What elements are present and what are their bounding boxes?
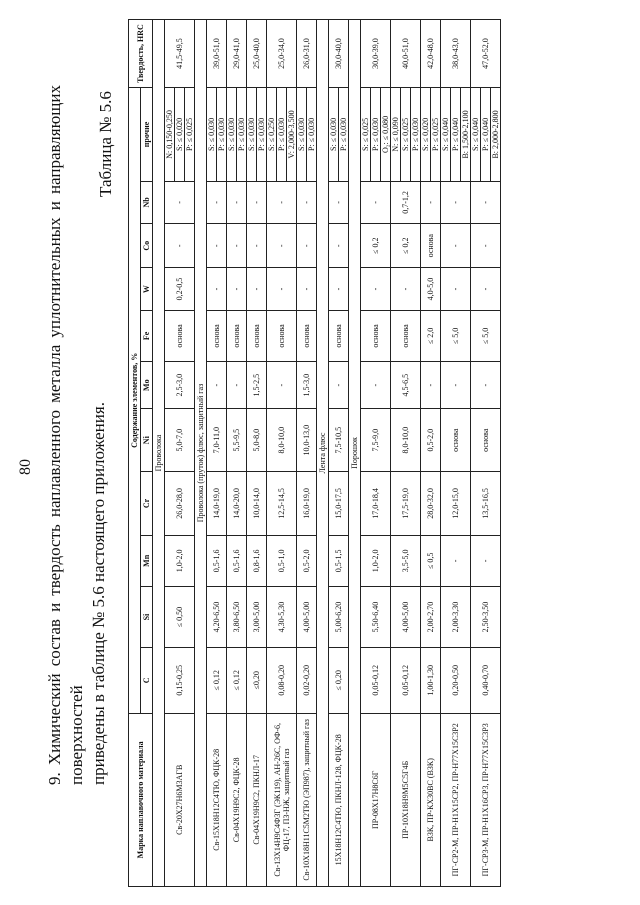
cell-co: -	[165, 223, 195, 268]
other-value: S: ≤ 0,025	[361, 117, 370, 151]
header-mo: Mo	[141, 362, 153, 409]
cell-co: -	[297, 223, 317, 268]
cell-fe: основа	[297, 310, 317, 362]
cell-mo: -	[267, 362, 297, 409]
other-value: P: ≤ 0,030	[370, 88, 380, 181]
cell-w: 4,0-5,0	[421, 268, 441, 310]
other-value: S: ≤ 0,020	[421, 117, 430, 151]
cell-si: 2,00-3,30	[441, 587, 471, 648]
cell-c: ≤0,20	[247, 648, 267, 714]
material-cell: 15Х18Н12С4ТЮ, ПКНЛ-128, ФЦК-28	[329, 713, 349, 886]
header-c: C	[141, 648, 153, 714]
cell-fe: основа	[361, 310, 391, 362]
cell-c: 0,20-0,50	[441, 648, 471, 714]
cell-mn: 0,5-1,5	[329, 535, 349, 587]
table-row	[361, 20, 391, 887]
other-value: N: ≤ 0,090	[391, 117, 400, 152]
page-number: 80	[17, 459, 34, 475]
section-label: Лента флюс	[317, 20, 329, 887]
cell-w: -	[297, 268, 317, 310]
cell-c: 0,08-0,20	[267, 648, 297, 714]
cell-nb: -	[165, 181, 195, 223]
cell-hardness: 40,0-51,0	[391, 20, 421, 88]
cell-hardness: 26,0-31,0	[297, 20, 317, 88]
cell-co: -	[267, 223, 297, 268]
cell-fe: ≤ 2,0	[421, 310, 441, 362]
material-cell: Св-13Х14Н9С4Ф3Г (ЭК119), АН-26С, ОФ-6, ФЦ-17, ПЗ-НЖ, защитный газ	[267, 713, 297, 886]
other-value: P: ≤ 0,025	[430, 88, 440, 181]
header-other: прочие	[141, 88, 153, 182]
cell-nb: -	[471, 181, 501, 223]
cell-hardness: 47,0-52,0	[471, 20, 501, 88]
cell-c: 0,05-0,12	[391, 648, 421, 714]
cell-cr: 16,0-19,0	[297, 472, 317, 535]
cell-co: основа	[421, 223, 441, 268]
material-cell: Св-10Х18Н11С5М2ТЮ (ЭП987), защитный газ	[297, 713, 317, 886]
cell-si: 4,30-5,30	[267, 587, 297, 648]
cell-mo: -	[421, 362, 441, 409]
cell-fe: ≤ 5,0	[471, 310, 501, 362]
cell-fe: ≤ 5,0	[441, 310, 471, 362]
header-fe: Fe	[141, 310, 153, 362]
cell-mo: -	[441, 362, 471, 409]
cell-cr: 14,0-20,0	[227, 472, 247, 535]
section-label: Порошок	[349, 20, 361, 887]
cell-cr: 12,0-15,0	[441, 472, 471, 535]
cell-mn: ≤ 0,5	[421, 535, 441, 587]
cell-si: 3,00-5,00	[247, 587, 267, 648]
cell-hardness: 30,0-39,0	[361, 20, 391, 88]
table-row	[441, 20, 471, 887]
header-w: W	[141, 268, 153, 310]
table-row	[297, 20, 317, 887]
other-value: P: ≤ 0,040	[450, 88, 460, 181]
cell-nb: -	[207, 181, 227, 223]
cell-w: -	[391, 268, 421, 310]
cell-w: -	[441, 268, 471, 310]
cell-c: 0,15-0,25	[165, 648, 195, 714]
cell-mn: 0,5-2,0	[297, 535, 317, 587]
cell-mo: 1,5-3,0	[297, 362, 317, 409]
table-row	[227, 20, 247, 887]
cell-co: -	[247, 223, 267, 268]
cell-cr: 28,0-32,0	[421, 472, 441, 535]
cell-mo: -	[227, 362, 247, 409]
cell-other	[361, 88, 391, 182]
cell-ni: 7,5-10,5	[329, 409, 349, 472]
header-co: Co	[141, 223, 153, 268]
cell-hardness: 25,0-40,0	[247, 20, 267, 88]
cell-ni: 5,0-7,0	[165, 409, 195, 472]
cell-mo: 1,5-2,5	[247, 362, 267, 409]
cell-nb: -	[227, 181, 247, 223]
other-value: N: 0,150-0,250	[165, 110, 174, 159]
cell-co: -	[329, 223, 349, 268]
other-value: S: ≤ 0,040	[441, 117, 450, 151]
header-cr: Cr	[141, 472, 153, 535]
cell-other	[227, 88, 247, 182]
cell-cr: 15,0-17,5	[329, 472, 349, 535]
other-value: S: ≤ 0,040	[471, 117, 480, 151]
table-row	[391, 20, 421, 887]
cell-fe: основа	[247, 310, 267, 362]
material-cell: ПР-10Х18Н9М5С5Г4Б	[391, 713, 421, 886]
cell-mo: -	[361, 362, 391, 409]
cell-ni: 10,0-13,0	[297, 409, 317, 472]
cell-si: 4,00-5,00	[297, 587, 317, 648]
other-value: V: 2,000-3,500	[286, 88, 296, 181]
other-value: S: ≤ 0,020	[174, 88, 184, 181]
cell-cr: 10,0-14,0	[247, 472, 267, 535]
cell-c: ≤ 0,20	[329, 648, 349, 714]
table-row	[471, 20, 501, 887]
header-material: Марка наплавочного материала	[129, 713, 153, 886]
cell-c: 0,05-0,12	[361, 648, 391, 714]
cell-si: 2,50-3,50	[471, 587, 501, 648]
other-value: O₂: ≤ 0,080	[380, 88, 390, 181]
cell-hardness: 30,0-40,0	[329, 20, 349, 88]
cell-si: 5,50-6,40	[361, 587, 391, 648]
other-value: S: ≤ 0,030	[227, 117, 236, 151]
other-value: P: ≤ 0,030	[338, 88, 348, 181]
cell-co: ≤ 0,2	[391, 223, 421, 268]
material-cell: ПГ-СР3-М, ПР-Н1Х16СР3, ПР-Н77Х15С3Р3	[471, 713, 501, 886]
cell-w: 0,2-0,5	[165, 268, 195, 310]
cell-w: -	[247, 268, 267, 310]
cell-c: 1,00-1,30	[421, 648, 441, 714]
cell-hardness: 42,0-48,0	[421, 20, 441, 88]
cell-co: -	[207, 223, 227, 268]
cell-si: 5,00-6,20	[329, 587, 349, 648]
table-row	[329, 20, 349, 887]
cell-mn: -	[471, 535, 501, 587]
cell-other	[471, 88, 501, 182]
other-value: S: ≤ 0,030	[207, 117, 216, 151]
cell-c: 0,40-0,70	[471, 648, 501, 714]
cell-mn: 1,0-2,0	[165, 535, 195, 587]
cell-nb: -	[267, 181, 297, 223]
cell-w: -	[329, 268, 349, 310]
cell-other	[247, 88, 267, 182]
cell-si: 2,00-2,70	[421, 587, 441, 648]
cell-nb: -	[247, 181, 267, 223]
cell-cr: 12,5-14,5	[267, 472, 297, 535]
header-ni: Ni	[141, 409, 153, 472]
other-value: P: ≤ 0,030	[256, 88, 266, 181]
cell-other	[165, 88, 195, 182]
cell-mo: -	[329, 362, 349, 409]
cell-ni: основа	[471, 409, 501, 472]
section-row	[153, 20, 165, 887]
header-content: Содержание элементов, %	[129, 88, 141, 714]
cell-cr: 13,5-16,5	[471, 472, 501, 535]
cell-hardness: 29,0-41,0	[227, 20, 247, 88]
cell-w: -	[207, 268, 227, 310]
cell-w: -	[361, 268, 391, 310]
cell-mn: -	[441, 535, 471, 587]
other-value: P: ≤ 0,030	[306, 88, 316, 181]
cell-mn: 0,5-1,6	[227, 535, 247, 587]
cell-cr: 17,0-18,4	[361, 472, 391, 535]
cell-hardness: 41,5-49,5	[165, 20, 195, 88]
cell-fe: основа	[391, 310, 421, 362]
cell-c: ≤ 0,12	[207, 648, 227, 714]
cell-fe: основа	[207, 310, 227, 362]
cell-mn: 1,0-2,0	[361, 535, 391, 587]
other-value: S: ≤ 0,250	[267, 117, 276, 151]
cell-other	[391, 88, 421, 182]
material-cell: ПР-08Х17Н8С6Г	[361, 713, 391, 886]
cell-ni: 8,0-10,0	[391, 409, 421, 472]
material-cell: ВЗК, ПР-КХ30ВС (ВЗК)	[421, 713, 441, 886]
cell-mn: 0,5-1,6	[207, 535, 227, 587]
cell-c: ≤ 0,12	[227, 648, 247, 714]
material-cell: Св-04Х19Н9С2, ПКНЛ-17	[247, 713, 267, 886]
section-row	[349, 20, 361, 887]
header-si: Si	[141, 587, 153, 648]
section-label: Проволока (пруток) флюс, защитный газ	[195, 20, 207, 887]
other-value: P: ≤ 0,030	[216, 88, 226, 181]
cell-w: -	[227, 268, 247, 310]
composition-table	[128, 19, 501, 887]
cell-fe: основа	[329, 310, 349, 362]
section-row	[195, 20, 207, 887]
cell-ni: 5,5-9,5	[227, 409, 247, 472]
table-row	[267, 20, 297, 887]
section-label: Проволока	[153, 20, 165, 887]
cell-mo: -	[207, 362, 227, 409]
section-row	[317, 20, 329, 887]
cell-other	[297, 88, 317, 182]
other-value: P: ≤ 0,025	[184, 88, 194, 181]
cell-mo: 2,5-3,0	[165, 362, 195, 409]
cell-ni: 7,0-11,0	[207, 409, 227, 472]
material-cell: ПГ-СР2-М, ПР-Н1Х15СР2, ПР-Н77Х15С3Р2	[441, 713, 471, 886]
cell-nb: -	[329, 181, 349, 223]
cell-hardness: 39,0-51,0	[207, 20, 227, 88]
cell-si: 4,20-6,50	[207, 587, 227, 648]
other-value: B: 1,500-2,100	[460, 88, 470, 181]
heading-line-1: 9. Химический состав и твердость наплавленного металла уплотнительных и направляющих поверхностей	[45, 85, 86, 785]
cell-ni: 7,5-9,0	[361, 409, 391, 472]
other-value: B: 2,000-2,800	[490, 88, 500, 181]
other-value: S: ≤ 0,025	[400, 88, 410, 181]
cell-co: -	[471, 223, 501, 268]
cell-si: 4,00-5,00	[391, 587, 421, 648]
cell-w: -	[267, 268, 297, 310]
cell-co: -	[441, 223, 471, 268]
cell-other	[441, 88, 471, 182]
table-number: Таблица № 5.6	[96, 91, 115, 197]
header-hardness: Твердость, HRC	[129, 20, 153, 88]
cell-ni: основа	[441, 409, 471, 472]
table-row	[207, 20, 227, 887]
table-row	[247, 20, 267, 887]
cell-nb: -	[361, 181, 391, 223]
table-row	[165, 20, 195, 887]
cell-si: 3,80-6,50	[227, 587, 247, 648]
cell-co: ≤ 0,2	[361, 223, 391, 268]
cell-w: -	[471, 268, 501, 310]
cell-ni: 0,5-2,0	[421, 409, 441, 472]
other-value: S: ≤ 0,030	[297, 117, 306, 151]
cell-other	[421, 88, 441, 182]
cell-hardness: 25,0-34,0	[267, 20, 297, 88]
cell-mn: 0,8-1,6	[247, 535, 267, 587]
cell-cr: 26,0-28,0	[165, 472, 195, 535]
cell-si: ≤ 0,50	[165, 587, 195, 648]
header-mn: Mn	[141, 535, 153, 587]
cell-ni: 8,0-10,0	[267, 409, 297, 472]
cell-other	[207, 88, 227, 182]
material-cell: Св-04Х19Н9С2, ФЦК-28	[227, 713, 247, 886]
cell-nb: -	[441, 181, 471, 223]
material-cell: Св-15Х18Н12С4ТЮ, ФЦК-28	[207, 713, 227, 886]
cell-cr: 14,0-19,0	[207, 472, 227, 535]
cell-co: -	[227, 223, 247, 268]
other-value: S: ≤ 0,030	[247, 117, 256, 151]
cell-other	[267, 88, 297, 182]
header-nb: Nb	[141, 181, 153, 223]
cell-ni: 5,0-8,0	[247, 409, 267, 472]
cell-cr: 17,5-19,0	[391, 472, 421, 535]
cell-mn: 3,5-5,0	[391, 535, 421, 587]
material-cell: Св-20Х27Н6М3АГВ	[165, 713, 195, 886]
cell-nb: -	[297, 181, 317, 223]
cell-other	[329, 88, 349, 182]
cell-fe: основа	[227, 310, 247, 362]
table-row	[421, 20, 441, 887]
cell-nb: -	[421, 181, 441, 223]
other-value: P: ≤ 0,030	[236, 88, 246, 181]
other-value: P: ≤ 0,030	[276, 88, 286, 181]
cell-nb: 0,7-1,2	[391, 181, 421, 223]
cell-c: 0,02-0,20	[297, 648, 317, 714]
cell-mn: 0,5-1,0	[267, 535, 297, 587]
heading-line-2: приведены в таблице № 5.6 настоящего приложения.	[89, 402, 108, 785]
other-value: P: ≤ 0,030	[410, 88, 420, 181]
cell-mo: -	[471, 362, 501, 409]
cell-mo: 4,5-6,5	[391, 362, 421, 409]
cell-fe: основа	[267, 310, 297, 362]
cell-hardness: 38,0-43,0	[441, 20, 471, 88]
other-value: S: ≤ 0,030	[329, 117, 338, 151]
cell-fe: основа	[165, 310, 195, 362]
other-value: P: ≤ 0,040	[480, 88, 490, 181]
